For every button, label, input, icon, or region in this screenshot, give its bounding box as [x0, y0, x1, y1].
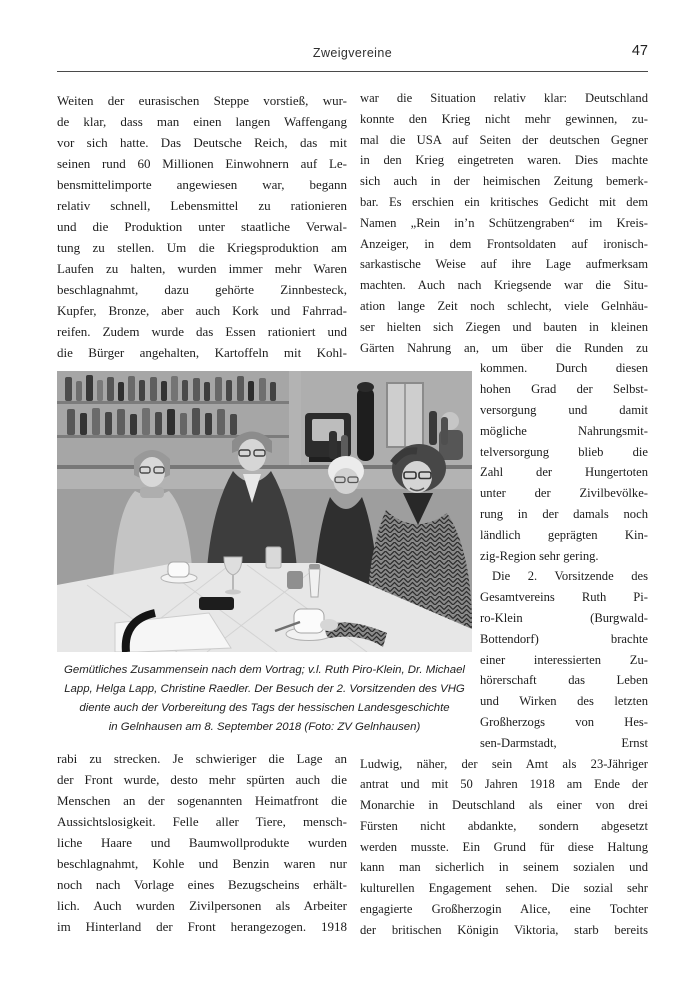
text-line: rung in der damals noch	[480, 506, 648, 521]
text-line: machten. Auch nach Kriegsende war die Situ-	[360, 278, 648, 293]
text-line: relativ schnell, Lebensmittel zu rationieren	[57, 198, 347, 213]
text-line: Menschen an der sogenannten Heimatfront die	[57, 793, 347, 808]
text-line: der britischen Königin Viktoria, starb bereits	[360, 922, 648, 937]
text-line: bensmittelimporte angewiesen war, begann	[57, 177, 347, 192]
text-line: ser hielten sich Ziegen und bauten in kleinen	[360, 319, 648, 334]
page-number: 47	[631, 43, 648, 59]
text-line: mögliche Nahrungsmit-	[480, 423, 648, 438]
text-line: kommen. Durch diesen	[480, 361, 648, 376]
text-line: war die Situation relativ klar: Deutschland	[360, 91, 648, 105]
text-line: in Gelnhausen am 8. September 2018 (Foto: ZV Gelnhausen)	[108, 721, 421, 733]
text-line: seinen rund 60 Millionen Einwohnern auf Le-	[57, 156, 347, 171]
text-line: ro-Klein (Burgwald-	[480, 610, 648, 625]
text-line: Kupfer, Bronze, aber auch Kork und Fahrrad-	[57, 303, 347, 318]
text-line: hörerschaft das Leben	[480, 673, 648, 688]
text-line: Großherzogs von Hes-	[480, 714, 648, 729]
text-line: rabi zu strecken. Je schwieriger die Lage an	[57, 751, 347, 766]
text-line: werden musste. Ein Grund für diese Haltung	[360, 839, 648, 854]
right-column-top	[360, 88, 648, 358]
text-line: die Bürger angehalten, Kartoffeln mit Kohl-	[57, 345, 347, 360]
text-line: Namen „Rein in’n Schützengraben“ im Kreis-	[360, 215, 648, 230]
text-line: vor sich hatte. Das Deutsche Reich, das mit	[57, 135, 347, 150]
text-line: sich auch in der heimischen Zeitung bemerk-	[360, 174, 648, 189]
text-line: antrat und mit 50 Jahren 1918 am Ende der	[360, 777, 648, 792]
text-line: telversorgung blieb die	[480, 444, 648, 459]
text-line: kann man sicherlich in seinem sozialen und	[360, 860, 648, 875]
text-line: Anzeiger, in dem Frontsoldaten auf ironisch-	[360, 236, 648, 251]
photo-caption	[57, 661, 472, 737]
section-title: Zweigvereine	[312, 46, 393, 60]
header-rule	[57, 71, 648, 72]
text-line: reifen. Zudem wurde das Essen rationiert und	[57, 324, 347, 339]
text-line: Fürsten nicht abdankte, sondern abgesetzt	[360, 818, 648, 833]
text-line: tung zu stellen. Um die Kriegsproduktion am	[57, 240, 347, 255]
text-line: mal die USA auf Seiten der deutschen Gegner	[360, 132, 648, 147]
text-line: sarkastische Weise auf ihre Lage aufmerksam	[360, 257, 648, 272]
photo-illustration	[57, 371, 472, 652]
text-line: liche Haare und Baumwollprodukte wurden	[57, 835, 347, 850]
text-line: de klar, dass man einen langen Waffengang	[57, 114, 347, 129]
text-line: im Hinterland der Front herangezogen. 1918	[57, 919, 347, 934]
text-line: hohen Grad der Selbst-	[480, 382, 648, 397]
text-line: der Front wurde, desto mehr spürten auch die	[57, 772, 347, 787]
text-line: konnte den Krieg nicht mehr gewinnen, zu-	[360, 111, 648, 126]
right-column-bottom	[360, 754, 648, 941]
text-line: zig-Region sehr gering.	[480, 548, 599, 563]
text-line: einer interessierten Zu-	[480, 652, 648, 667]
article-photo	[57, 371, 472, 652]
text-line: kulturellen Engagement sehen. Die sozial sehr	[360, 881, 648, 896]
text-line: und die Produktion unter staatliche Verwal-	[57, 219, 347, 234]
text-line: Die 2. Vorsitzende des	[492, 569, 648, 584]
text-line: bar. Es erschien ein kritisches Gedicht mit dem	[360, 194, 648, 209]
text-line: diente auch der Vorbereitung des Tags der hessischen Landesgeschichte	[79, 702, 450, 714]
text-line: in den Krieg eingetreten waren. Dies machte	[360, 153, 648, 168]
left-column-top	[57, 90, 347, 363]
text-line: Gärten Nahrung an, um über die Runden zu	[360, 340, 648, 355]
text-line: Ludwig, näher, der sein Amt als 23-Jähriger	[360, 756, 648, 771]
text-line: versorgung und damit	[480, 402, 648, 417]
text-line: Bottendorf) brachte	[480, 631, 648, 646]
text-line: und Wirken des letzten	[480, 694, 648, 709]
text-line: ation lange Zeit noch schlecht, viele Gelnhäu-	[360, 298, 648, 313]
text-line: Aussichtslosigkeit. Felle aller Tiere, mensch-	[57, 814, 347, 829]
text-line: unter der Zivilbevölke-	[480, 486, 648, 501]
text-line: sen-Darmstadt, Ernst	[480, 735, 648, 750]
text-line: Gesamtvereins Ruth Pi-	[480, 590, 648, 605]
text-line: beschlagnahmt, Kohle und Benzin waren nur	[57, 856, 347, 871]
text-line: engagierte Großherzogin Alice, eine Tochter	[360, 902, 648, 917]
text-line: lich. Auch wurden Zivilpersonen als Arbeiter	[57, 898, 347, 913]
text-line: Monarchie in Deutschland als einer von drei	[360, 798, 648, 813]
text-line: Gemütliches Zusammensein nach dem Vortrag; v.l. Ruth Piro-Klein, Dr. Michael	[64, 664, 465, 676]
text-line: ländlich geprägten Kin-	[480, 527, 648, 542]
text-line: Weiten der eurasischen Steppe vorstieß, wur-	[57, 93, 347, 108]
text-line: Zahl der Hungertoten	[480, 465, 648, 480]
text-line: beschlagnahmt, dazu gehörte Zinnbesteck,	[57, 282, 347, 297]
text-line: Lapp, Helga Lapp, Christine Raedler. Der Besuch der 2. Vorsitzenden des VHG	[64, 683, 465, 695]
text-line: noch nach Vorlage eines Bezugscheins erhält-	[57, 877, 347, 892]
right-column-narrow	[480, 358, 648, 753]
left-column-bottom	[57, 748, 347, 937]
text-line: Laufen zu halten, wurden immer mehr Waren	[57, 261, 347, 276]
